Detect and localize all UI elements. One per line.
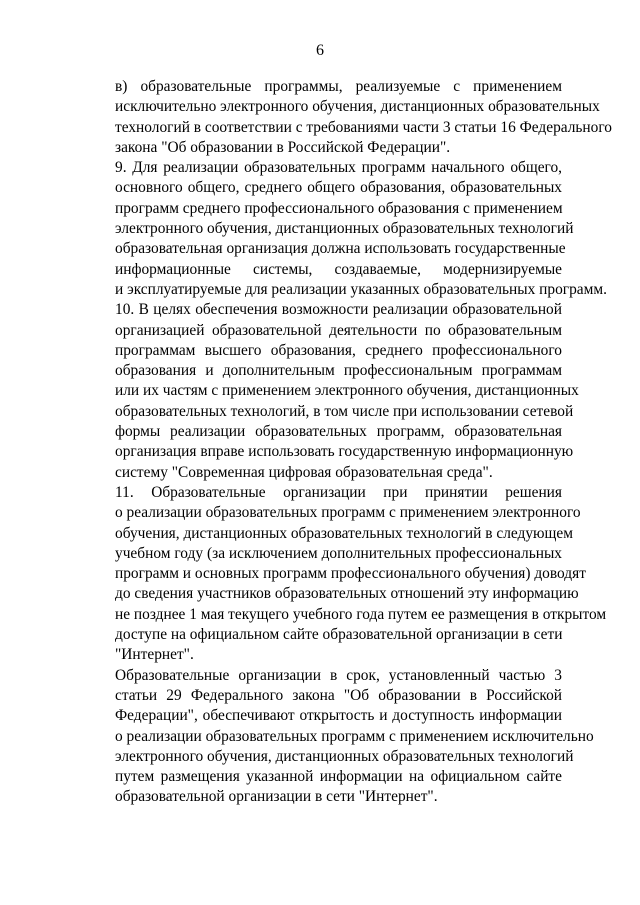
text-line: или их частям с применением электронного обучения, дистанционных <box>115 382 579 400</box>
text-line: о реализации образовательных программ с применением исключительно <box>115 727 594 745</box>
text-line: закона "Об образовании в Российской Федерации". <box>115 138 451 156</box>
text-line: технологий в соответствии с требованиями части 3 статьи 16 Федерального <box>115 118 612 136</box>
text-line: "Интернет". <box>115 646 194 664</box>
page-number: 6 <box>316 42 324 59</box>
text-line: путем размещения указанной информации на официальном сайте <box>115 768 562 786</box>
text-line: статьи 29 Федерального закона "Об образовании в Российской <box>115 686 562 704</box>
text-line: основного общего, среднего общего образования, образовательных <box>115 179 562 197</box>
text-line: программам высшего образования, среднего профессионального <box>115 341 562 359</box>
text-line: организацией образовательной деятельности по образовательным <box>115 321 562 339</box>
text-line: 9. Для реализации образовательных программ начального общего, <box>115 159 562 177</box>
text-line: 10. В целях обеспечения возможности реализации образовательной <box>115 301 562 319</box>
document-body <box>78 77 612 808</box>
text-line: электронного обучения, дистанционных образовательных технологий <box>115 220 574 238</box>
text-line: не позднее 1 мая текущего учебного года путем ее размещения в открытом <box>115 605 607 623</box>
text-line: обучения, дистанционных образовательных технологий в следующем <box>115 524 573 542</box>
text-line: и эксплуатируемые для реализации указанных образовательных программ. <box>115 280 607 298</box>
text-line: образовательная организация должна использовать государственные <box>115 240 566 258</box>
paragraph-item-v <box>78 77 612 158</box>
text-line: до сведения участников образовательных отношений эту информацию <box>115 585 579 603</box>
text-line: программ и основных программ профессионального обучения) доводят <box>115 565 586 583</box>
text-line: 11. Образовательные организации при принятии решения <box>115 483 562 501</box>
text-line: организация вправе использовать государственную информационную <box>115 443 574 461</box>
text-line: учебном году (за исключением дополнительных профессиональных <box>115 544 562 562</box>
text-line: образовательных технологий, в том числе при использовании сетевой <box>115 402 574 420</box>
text-line: Федерации", обеспечивают открытость и доступность информации <box>115 707 562 725</box>
text-line: информационные системы, создаваемые, модернизируемые <box>115 260 562 278</box>
paragraph-9 <box>78 158 607 300</box>
text-line: формы реализации образовательных программ, образовательная <box>115 423 562 441</box>
text-line: программ среднего профессионального образования с применением <box>115 199 563 217</box>
text-line: электронного обучения, дистанционных образовательных технологий <box>115 747 574 765</box>
text-line: систему "Современная цифровая образовательная среда". <box>115 463 493 481</box>
paragraph-11 <box>78 483 607 666</box>
text-line: Образовательные организации в срок, установленный частью 3 <box>115 666 562 684</box>
text-line: доступе на официальном сайте образовательной организации в сети <box>115 626 563 644</box>
text-line: в) образовательные программы, реализуемые с применением <box>115 78 562 95</box>
text-line: образовательной организации в сети "Интернет". <box>115 788 438 806</box>
text-line: образования и дополнительным профессиональным программам <box>115 362 562 380</box>
text-line: исключительно электронного обучения, дистанционных образовательных <box>115 98 600 116</box>
paragraph-10 <box>78 300 579 483</box>
text-line: о реализации образовательных программ с применением электронного <box>115 504 581 522</box>
paragraph-disclosure <box>78 666 594 808</box>
